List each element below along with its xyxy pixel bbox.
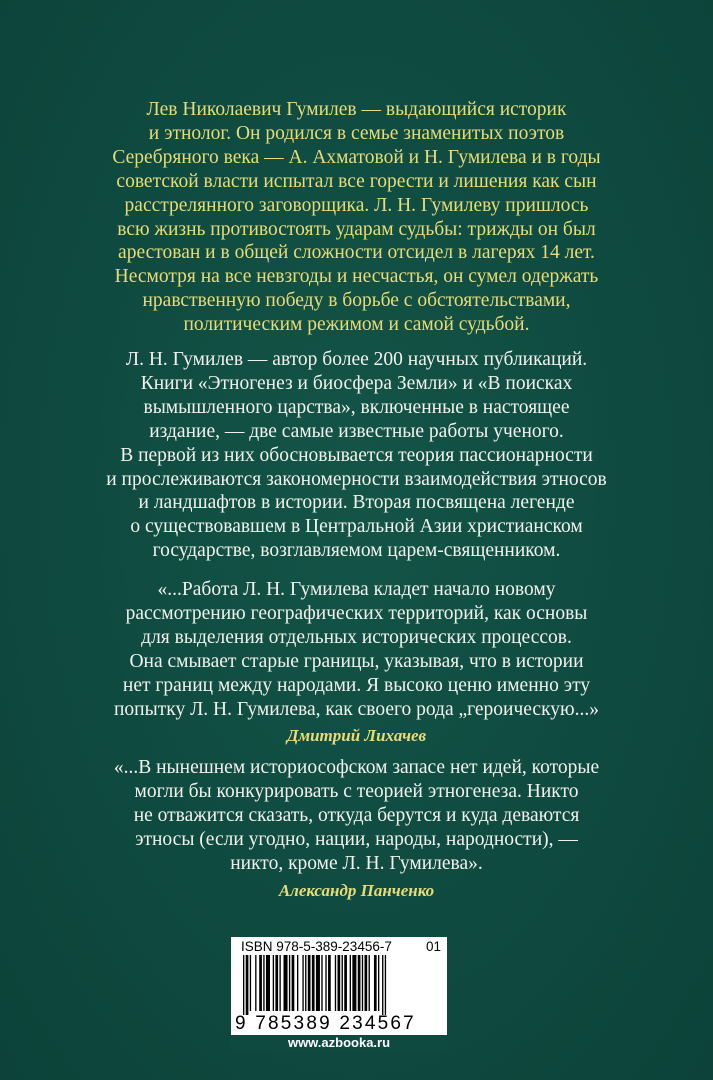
quote-line: Она смывает старые границы, указывая, что в истории bbox=[129, 650, 584, 672]
barcode-bar bbox=[263, 955, 264, 1011]
barcode-bar bbox=[255, 955, 256, 1011]
quote-line: для выделения отдельных исторических процессов. bbox=[141, 626, 572, 648]
text-line: политическим режимом и самой судьбой. bbox=[183, 314, 530, 336]
text-line: нравственную победу в борьбе с обстоятельствами, bbox=[142, 290, 571, 312]
barcode-bar bbox=[302, 955, 303, 1011]
text-line: всю жизнь противостоять ударам судьбы: трижды он был bbox=[117, 218, 596, 240]
barcode-bar bbox=[350, 955, 351, 1011]
barcode-bar bbox=[284, 955, 288, 1011]
isbn-header bbox=[241, 939, 441, 954]
text-line: Л. Н. Гумилев — автор более 200 научных публикаций. bbox=[125, 349, 588, 370]
barcode-bar bbox=[266, 955, 270, 1011]
quote-panchenko bbox=[40, 756, 673, 902]
barcode-bar bbox=[325, 955, 326, 1011]
barcode-bar bbox=[344, 955, 347, 1011]
barcode-bar bbox=[243, 955, 244, 1015]
barcode-bars bbox=[231, 955, 447, 1017]
text-line: государстве, возглавляемом царем-священником. bbox=[152, 540, 561, 562]
isbn-barcode bbox=[231, 937, 447, 1051]
barcode-bar bbox=[259, 955, 262, 1011]
text-line: Книги «Этногенез и биосфера Земли» и «В поисках bbox=[140, 372, 573, 394]
publisher-website: www.azbooka.ru bbox=[231, 1035, 447, 1051]
text-line: и прослеживаются закономерности взаимодействия этносов bbox=[106, 468, 607, 490]
quote-line: нет границ между народами. Я высоко ценю именно эту bbox=[122, 674, 591, 696]
quote-line: рассмотрению географических территорий, как основы bbox=[125, 602, 588, 624]
barcode-bar bbox=[382, 955, 383, 1015]
quote-line: этносы (если угодно, нации, народы, народности), — bbox=[135, 828, 578, 850]
barcode-bar bbox=[358, 955, 361, 1011]
quote-author: Дмитрий Лихачев bbox=[286, 726, 427, 746]
barcode-bar bbox=[250, 955, 251, 1011]
barcode-bar bbox=[289, 955, 290, 1011]
barcode-bar bbox=[378, 955, 379, 1011]
text-line: и ландшафтов в истории. Вторая посвящена легенде bbox=[138, 492, 575, 514]
barcode-bar bbox=[308, 955, 311, 1011]
barcode-bar bbox=[338, 955, 341, 1011]
quote-line: «...В нынешнем историософском запасе нет идей, которые bbox=[113, 757, 600, 778]
isbn-addon: 01 bbox=[425, 939, 441, 954]
barcode-bar bbox=[246, 955, 249, 1015]
text-line: советской власти испытал все горести и лишения как сын bbox=[116, 170, 597, 192]
barcode-bar bbox=[297, 955, 298, 1011]
barcode-bar bbox=[365, 955, 368, 1011]
barcode-bar bbox=[385, 955, 386, 1015]
text-line: Серебряного века — А. Ахматовой и Н. Гумилева и в годы bbox=[112, 146, 601, 168]
text-line: Лев Николаевич Гумилев — выдающийся историк bbox=[146, 99, 567, 120]
barcode-bar bbox=[316, 955, 320, 1011]
barcode-bar bbox=[273, 955, 274, 1011]
text-line: расстрелянного заговорщика. Л. Н. Гумилеву пришлось bbox=[124, 194, 589, 216]
barcode-bar bbox=[328, 955, 331, 1011]
quote-line: «...Работа Л. Н. Гумилева кладет начало новому bbox=[157, 579, 556, 600]
barcode-bar bbox=[352, 955, 356, 1011]
barcode-bar bbox=[275, 955, 278, 1011]
quote-author: Александр Панченко bbox=[278, 880, 435, 900]
quote-line: попытку Л. Н. Гумилева, как своего рода „героическую...» bbox=[114, 698, 599, 720]
barcode-bar bbox=[321, 955, 322, 1011]
barcode-bar bbox=[342, 955, 343, 1011]
quote-line: могли бы конкурировать с теорией этногенеза. Никто bbox=[134, 780, 579, 802]
text-line: издание, — две самые известные работы ученого. bbox=[149, 420, 564, 442]
text-line: В первой из них обосновывается теория пассионарности bbox=[120, 444, 593, 466]
barcode-bar bbox=[279, 955, 280, 1011]
text-line: арестован и в общей сложности отсидел в лагерях 14 лет. bbox=[118, 242, 595, 264]
biography-paragraph bbox=[40, 98, 673, 337]
quote-line: не отважится сказать, откуда берутся и куда деваются bbox=[133, 804, 580, 826]
barcode-bar bbox=[305, 955, 306, 1011]
barcode-bar bbox=[362, 955, 363, 1011]
quote-likhachev bbox=[40, 578, 673, 748]
text-line: Несмотря на все невзгоды и несчастья, он сумел одержать bbox=[114, 266, 599, 288]
text-line: о существовавшем в Центральной Азии христианском bbox=[130, 516, 583, 538]
barcode-bar bbox=[335, 955, 336, 1011]
barcode-bar bbox=[312, 955, 315, 1011]
isbn-label: ISBN 978-5-389-23456-7 bbox=[241, 939, 392, 954]
quote-line: никто, кроме Л. Н. Гумилева». bbox=[230, 852, 483, 874]
ean-digits: 9 785389 234567 bbox=[235, 1013, 416, 1034]
works-paragraph bbox=[40, 348, 673, 563]
text-line: вымышленного царства», включенные в настоящее bbox=[143, 396, 570, 418]
barcode-bar bbox=[369, 955, 370, 1011]
barcode-bar bbox=[292, 955, 295, 1011]
text-line: и этнолог. Он родился в семье знаменитых поэтов bbox=[148, 122, 565, 144]
barcode-bar bbox=[374, 955, 377, 1011]
